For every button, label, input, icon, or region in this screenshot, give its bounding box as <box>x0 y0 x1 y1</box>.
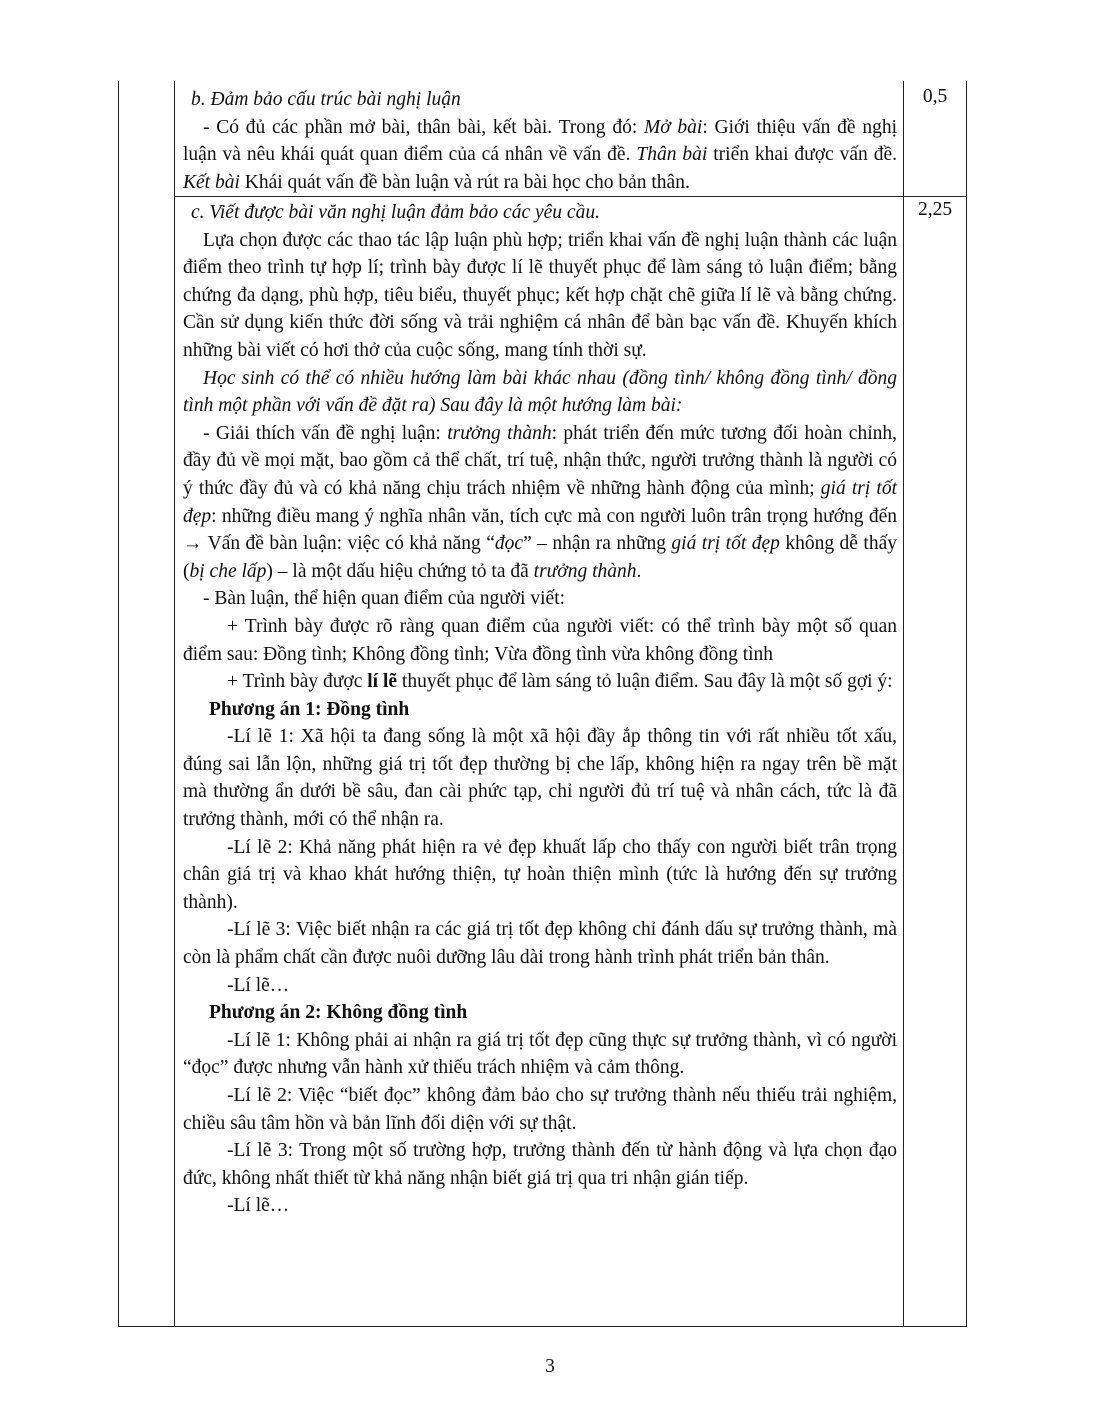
option-1-reason: -Lí lẽ 2: Khả năng phát hiện ra vẻ đẹp khuất lấp cho thấy con người biết trân trọng chân giá trị và khao khát hướng thiện, tự hoàn thiện mình (tức là hướng đến sự trưởng thành). <box>183 836 897 913</box>
text-run: giá trị tốt đẹp <box>671 533 780 555</box>
text-run: Kết bài <box>183 171 240 193</box>
text-run: thuyết phục để làm sáng tỏ luận điểm. Sau đây là một số gợi ý: <box>397 671 893 693</box>
table-border-left <box>118 81 119 1327</box>
text-run: triển khai được vấn đề. <box>707 144 898 166</box>
text-run: - Giải thích vấn đề nghị luận: <box>203 422 448 444</box>
table-column-divider <box>903 81 904 1327</box>
text-run: trưởng thành <box>533 560 637 582</box>
text-run: không dễ thấy ( <box>183 533 897 582</box>
table-column-divider <box>174 81 175 1327</box>
section-c-reason <box>183 668 897 696</box>
text-run: bị che lấp <box>189 560 267 582</box>
text-run: trưởng thành <box>447 422 552 444</box>
option-1-title: Phương án 1: Đồng tình <box>209 698 410 720</box>
section-c-intro: Lựa chọn được các thao tác lập luận phù hợp; triển khai vấn đề nghị luận thành các luận điểm theo trình tự hợp lí; trình bày được lí lẽ thuyết phục để làm sáng tỏ luận điểm; bằng chứng đa dạng, phù hợp, tiêu biểu, thuyết phục; kết hợp chặt chẽ giữa lí lẽ và bằng chứng. Cần sử dụng kiến thức đời sống và trải nghiệm cá nhân để bàn bạc vấn đề. Khuyến khích những bài viết có hơi thở của cuộc sống, mang tính thời sự. <box>183 229 897 361</box>
score-c: 2,25 <box>917 199 953 220</box>
text-run: : những điều mang ý nghĩa nhân văn, tích cực mà con người luôn trân trọng hướng đến → Vấn đề bàn luận: việc có khả năng “ <box>183 505 897 555</box>
option-2-reason: -Lí lẽ 2: Việc “biết đọc” không đảm bảo cho sự trưởng thành nếu thiếu trải nghiệm, chiều sâu tâm hồn và bản lĩnh đối diện với sự thật. <box>183 1085 897 1134</box>
option-2-title: Phương án 2: Không đồng tình <box>209 1002 468 1024</box>
section-c-viewpoint: + Trình bày được rõ ràng quan điểm của người viết: có thể trình bày một số quan điểm sau: Đồng tình; Không đồng tình; Vừa đồng tình vừa không đồng tình <box>183 615 897 665</box>
option-2-reason: -Lí lẽ 1: Không phải ai nhận ra giá trị tốt đẹp cũng thực sự trưởng thành, vì có người “đọc” được nhưng vẫn hành xử thiếu trách nhiệm và cảm thông. <box>183 1029 897 1079</box>
text-run: đọc <box>494 533 524 555</box>
text-run: ” – nhận ra những <box>523 533 672 555</box>
option-2-reason: -Lí lẽ… <box>227 1195 290 1217</box>
page-number: 3 <box>545 1356 555 1377</box>
section-c-discuss: - Bàn luận, thể hiện quan điểm của người viết: <box>203 588 566 610</box>
option-2-reason: -Lí lẽ 3: Trong một số trường hợp, trưởng thành đến từ hành động và lựa chọn đạo đức, không nhất thiết từ khả năng nhận biết giá trị qua tri nhận gián tiếp. <box>183 1140 897 1189</box>
text-run: Thân bài <box>636 144 708 166</box>
text-run: + Trình bày được <box>227 671 368 693</box>
text-run: - Có đủ các phần mở bài, thân bài, kết bài. Trong đó: <box>203 116 644 138</box>
section-c-title: c. Viết được bài văn nghị luận đảm bảo các yêu cầu. <box>191 202 600 223</box>
text-run: : Giới thiệu vấn đề nghị luận và nêu khái quát quan điểm của cá nhân về vấn đề. <box>183 116 897 166</box>
score-b: 0,5 <box>922 86 948 107</box>
text-run: lí lẽ <box>367 671 398 693</box>
text-run: giá trị tốt đẹp <box>183 477 897 527</box>
text-run: Khái quát vấn đề bàn luận và rút ra bài học cho bản thân. <box>239 171 690 193</box>
table-border-right <box>966 81 967 1327</box>
section-c-note: Học sinh có thể có nhiều hướng làm bài khác nhau (đồng tình/ không đồng tình/ đồng tình một phần với vấn đề đặt ra) Sau đây là một hướng làm bài: <box>183 367 897 417</box>
section-b-paragraph <box>183 114 897 197</box>
option-1-reason: -Lí lẽ 1: Xã hội ta đang sống là một xã hội đầy ắp thông tin với rất nhiều tốt xấu, đúng sai lẫn lộn, những giá trị tốt đẹp thường bị che lấp, không hiện ra ngay trên bề mặt mà thường ẩn dưới bề sâu, đan cài phức tạp, chỉ người đủ trí tuệ và nhân cách, tức là đã trưởng thành, mới có thể nhận ra. <box>183 726 897 831</box>
text-run: . <box>636 560 642 582</box>
table-border-bottom <box>118 1326 967 1327</box>
option-1-reason: -Lí lẽ 3: Việc biết nhận ra các giá trị tốt đẹp không chỉ đánh dấu sự trưởng thành, mà còn là phẩm chất cần được nuôi dưỡng lâu dài trong hành trình phát triển bản thân. <box>183 919 897 969</box>
text-run: ) – là một dấu hiệu chứng tỏ ta đã <box>266 560 534 582</box>
section-b-content <box>183 86 897 196</box>
text-run: : phát triển đến mức tương đối hoàn chỉnh, đầy đủ về mọi mặt, bao gồm cả thể chất, trí tuệ, nhận thức, người trưởng thành là người có ý thức đầy đủ và có khả năng chịu trách nhiệm về những hành động của mình; <box>183 422 897 499</box>
text-run: Mở bài <box>644 116 703 138</box>
option-1-reason: -Lí lẽ… <box>227 974 290 996</box>
section-b-title: b. Đảm bảo cấu trúc bài nghị luận <box>191 89 461 110</box>
section-c-content <box>183 199 897 1220</box>
section-c-explain <box>183 420 897 586</box>
